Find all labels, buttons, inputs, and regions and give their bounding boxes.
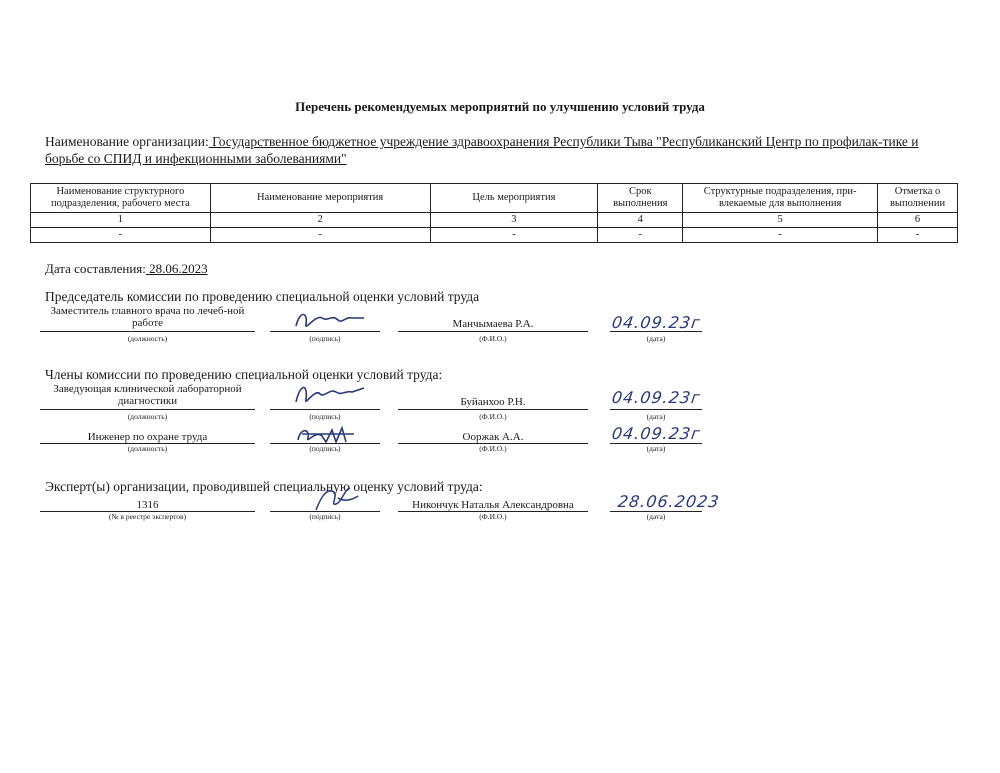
date-line [610,331,702,332]
signature-caption: (подпись) [309,444,341,453]
position-caption: (должность) [127,412,168,421]
date-compiled-value: 28.06.2023 [145,261,208,276]
expert-name: Никончук Наталья Александровна [412,499,574,511]
chairman-date: 04.09.23г [610,313,702,332]
header-cell: Наименование мероприятия [210,184,430,213]
chairman-signature [288,306,368,334]
signature-caption: (подпись) [309,512,341,521]
expert-date: 28.06.2023 [616,492,721,511]
member-name: Ооржак А.А. [462,431,524,443]
chairman-heading: Председатель комиссии по проведению специальной оценки условий труда [45,289,480,304]
number-cell: 6 [878,213,958,228]
table-cell: - [598,228,683,243]
position-caption: (должность) [127,444,168,453]
fio-caption: (Ф.И.О.) [479,512,507,521]
date-compiled-label: Дата составления: [45,261,146,276]
number-cell: 3 [430,213,598,228]
table-cell: - [430,228,598,243]
table-cell: - [683,228,878,243]
header-cell: Срок выполнения [598,184,683,213]
table-cell: - [878,228,958,243]
member-name: Буйанхоо Р.Н. [460,396,526,408]
expert-registry: 1316 [136,499,159,511]
fio-line [398,331,588,332]
member-position: Инженер по охране труда [87,431,208,443]
header-cell: Цель мероприятия [430,184,598,213]
members-heading: Члены комиссии по проведению специальной оценки условий труда: [45,367,443,382]
date-line [610,409,702,410]
table-cell: - [31,228,211,243]
registry-caption: (№ в реестре экспертов) [108,512,187,521]
table-number-row [31,213,958,228]
position-line [40,409,255,410]
member-date: 04.09.23г [610,388,702,407]
number-cell: 1 [31,213,211,228]
position-caption: (должность) [127,334,168,343]
header-cell: Наименование структурного подразделения, рабочего места [31,184,211,213]
measures-table [30,183,958,243]
table-row [31,228,958,243]
date-caption: (дата) [646,334,666,343]
signature-line [270,409,380,410]
expert-signature [308,484,368,514]
number-cell: 5 [683,213,878,228]
table-cell: - [210,228,430,243]
signature-caption: (подпись) [309,412,341,421]
page-title: Перечень рекомендуемых мероприятий по улучшению условий труда [295,99,705,114]
position-line [40,331,255,332]
date-compiled [45,261,208,277]
signature-caption: (подпись) [309,334,341,343]
organization-label: Наименование организации: [45,134,209,149]
expert-heading: Эксперт(ы) организации, проводившей специальную оценку условий труда: [45,479,483,494]
header-cell: Структурные подразделения, при-влекаемые для выполнения [683,184,878,213]
number-cell: 4 [598,213,683,228]
date-caption: (дата) [646,512,666,521]
organization [45,133,945,167]
chairman-position: Заместитель главного врача по лечеб-ной работе [50,305,245,329]
member-date: 04.09.23г [610,424,702,443]
fio-caption: (Ф.И.О.) [479,334,507,343]
date-caption: (дата) [646,412,666,421]
signature-line [270,331,380,332]
fio-caption: (Ф.И.О.) [479,412,507,421]
fio-line [398,409,588,410]
table-header-row [31,184,958,213]
member-signature [290,378,370,408]
member-position: Заведующая клинической лабораторной диагностики [53,383,242,407]
chairman-name: Манчымаева Р.А. [452,318,534,330]
date-caption: (дата) [646,444,666,453]
fio-caption: (Ф.И.О.) [479,444,507,453]
organization-value: Государственное бюджетное учреждение здравоохранения Республики Тыва "Республиканский Центр по профилак-тике и борьбе со СПИД и инфекционными заболеваниями" [45,134,919,166]
header-cell: Отметка о выполнении [878,184,958,213]
number-cell: 2 [210,213,430,228]
